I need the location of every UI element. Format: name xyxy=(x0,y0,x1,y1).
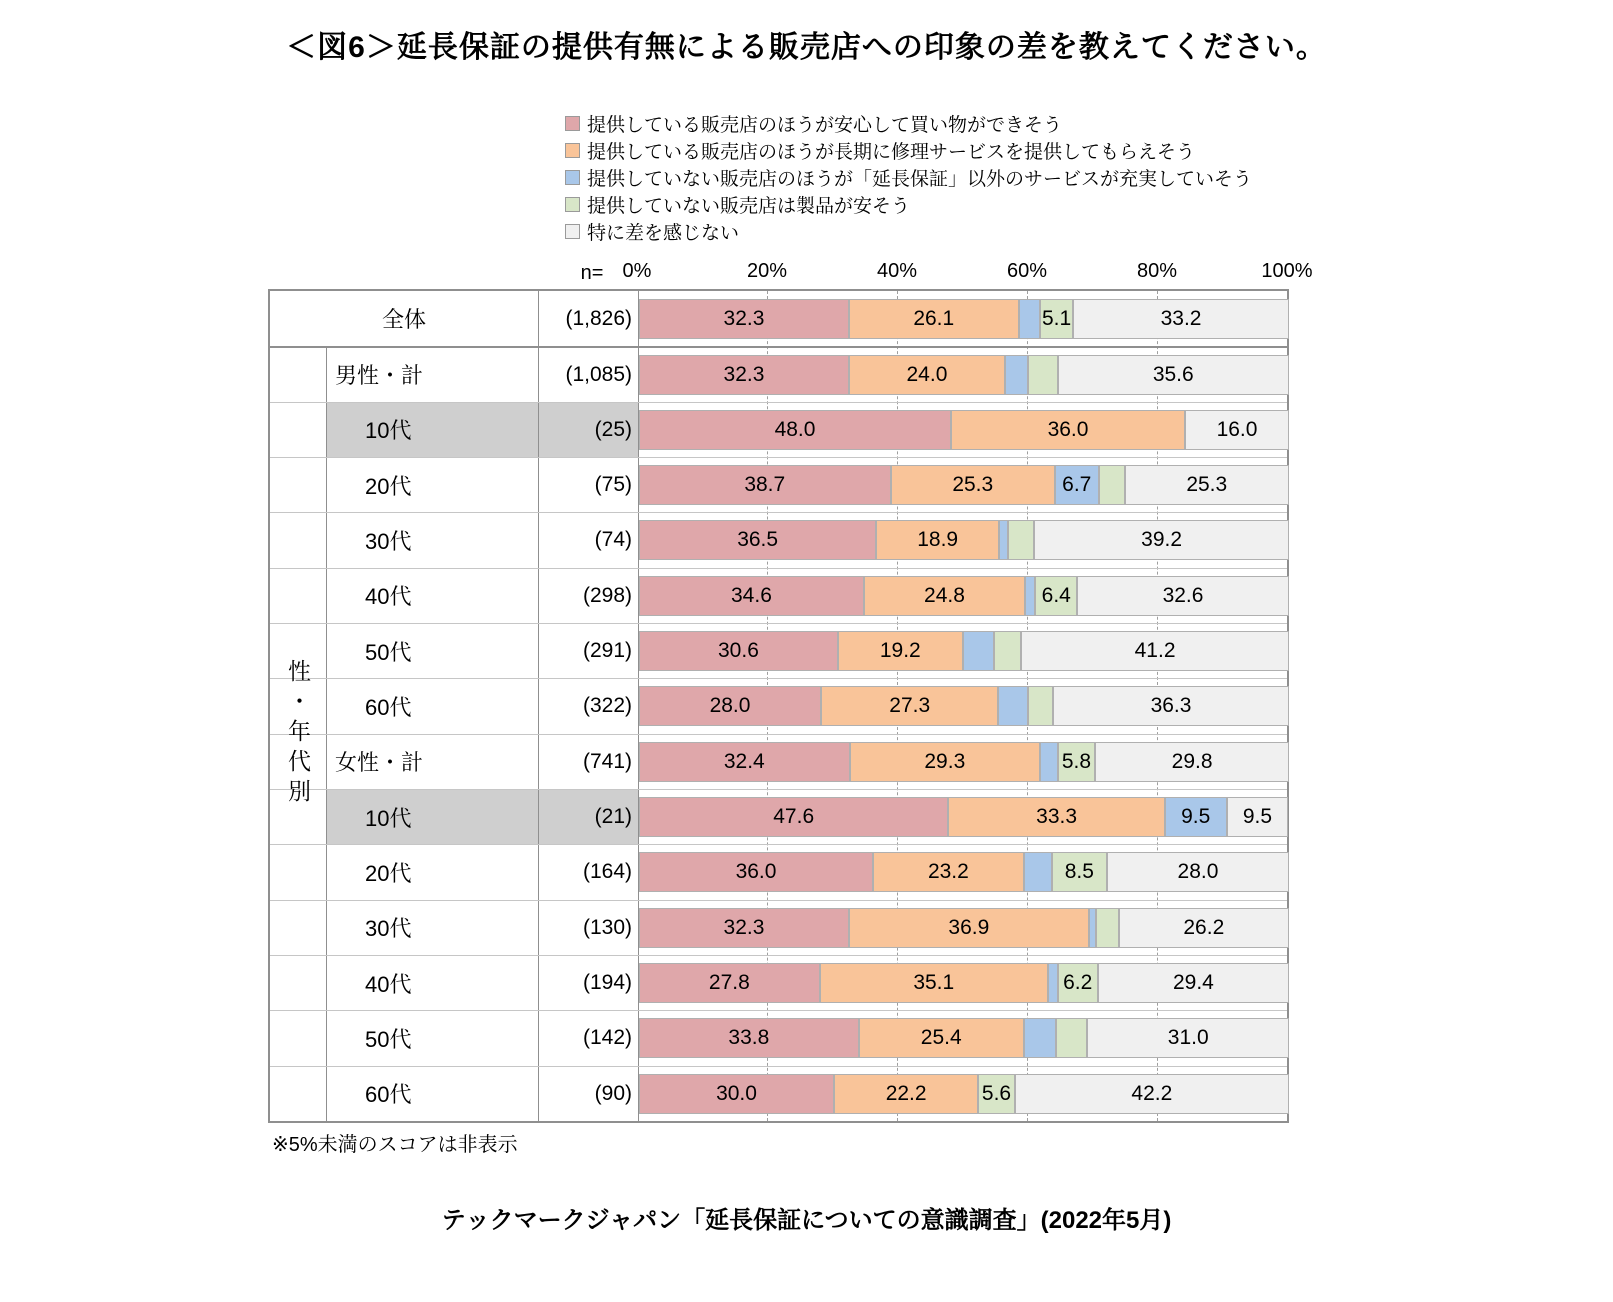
stacked-bar xyxy=(639,520,1289,560)
stacked-bar xyxy=(639,852,1289,892)
segment-other-service xyxy=(999,520,1008,560)
legend-label: 提供していない販売店のほうが「延長保証」以外のサービスが充実していそう xyxy=(587,169,1253,190)
group-axis-label: 性・年代別 xyxy=(285,658,311,809)
stacked-bar xyxy=(639,742,1289,782)
table-row xyxy=(270,623,1287,678)
segment-anshin: 28.0 xyxy=(639,686,821,726)
legend-item xyxy=(565,218,1252,245)
table-row xyxy=(270,346,1287,401)
segment-anshin: 30.0 xyxy=(639,1074,834,1114)
legend-label: 提供している販売店のほうが長期に修理サービスを提供してもらえそう xyxy=(587,142,1196,163)
segment-no-difference: 28.0 xyxy=(1107,852,1289,892)
row-n-value: (164) xyxy=(539,845,639,899)
bar-cell xyxy=(639,458,1289,512)
bar-cell xyxy=(639,1067,1289,1121)
axis-tick-label: 40% xyxy=(876,260,918,282)
segment-other-service: 9.5 xyxy=(1165,797,1227,837)
segment-shuuri: 25.4 xyxy=(859,1018,1024,1058)
stacked-bar xyxy=(639,355,1289,395)
segment-other-service: 6.7 xyxy=(1055,465,1099,505)
segment-no-difference: 35.6 xyxy=(1058,355,1289,395)
segment-yasui: 6.2 xyxy=(1058,963,1098,1003)
segment-other-service xyxy=(1019,299,1040,339)
row-label: 10代 xyxy=(327,403,539,457)
segment-anshin: 47.6 xyxy=(639,797,948,837)
row-label: 40代 xyxy=(327,569,539,623)
row-n-value: (1,826) xyxy=(539,291,639,346)
segment-no-difference: 31.0 xyxy=(1087,1018,1289,1058)
segment-anshin: 32.3 xyxy=(639,908,849,948)
row-n-value: (194) xyxy=(539,956,639,1010)
table-row xyxy=(270,402,1287,457)
stacked-bar xyxy=(639,410,1289,450)
chart-title: ＜図6＞延長保証の提供有無による販売店への印象の差を教えてください。 xyxy=(286,31,1327,64)
segment-yasui: 5.1 xyxy=(1040,299,1073,339)
row-n-value: (741) xyxy=(539,735,639,789)
axis-tick-label: 20% xyxy=(746,260,788,282)
segment-other-service xyxy=(1089,908,1096,948)
segment-shuuri: 36.0 xyxy=(951,410,1185,450)
bar-cell xyxy=(639,790,1289,844)
bar-cell xyxy=(639,348,1289,401)
segment-anshin: 36.0 xyxy=(639,852,873,892)
stacked-bar xyxy=(639,686,1289,726)
axis-tick-label: 100% xyxy=(1261,260,1313,282)
row-n-value: (298) xyxy=(539,569,639,623)
segment-other-service xyxy=(1040,742,1058,782)
bar-cell xyxy=(639,845,1289,899)
row-n-value: (21) xyxy=(539,790,639,844)
footnote: ※5%未満のスコアは非表示 xyxy=(272,1134,518,1156)
legend-item xyxy=(565,137,1252,164)
segment-no-difference: 32.6 xyxy=(1077,576,1289,616)
segment-yasui: 6.4 xyxy=(1035,576,1077,616)
legend-swatch-icon xyxy=(565,224,580,239)
stacked-bar xyxy=(639,631,1289,671)
row-label: 50代 xyxy=(327,624,539,678)
segment-no-difference: 26.2 xyxy=(1119,908,1289,948)
segment-shuuri: 24.8 xyxy=(864,576,1025,616)
legend-swatch-icon xyxy=(565,143,580,158)
segment-yasui xyxy=(1056,1018,1088,1058)
segment-other-service xyxy=(963,631,994,671)
segment-yasui xyxy=(1028,355,1058,395)
legend-item xyxy=(565,191,1252,218)
legend-label: 提供していない販売店は製品が安そう xyxy=(587,196,911,217)
segment-no-difference: 25.3 xyxy=(1125,465,1289,505)
row-n-value: (142) xyxy=(539,1011,639,1065)
segment-anshin: 32.3 xyxy=(639,355,849,395)
segment-yasui: 8.5 xyxy=(1052,852,1107,892)
segment-shuuri: 26.1 xyxy=(849,299,1019,339)
segment-yasui: 5.8 xyxy=(1058,742,1096,782)
legend-label: 提供している販売店のほうが安心して買い物ができそう xyxy=(587,115,1063,136)
segment-anshin: 48.0 xyxy=(639,410,951,450)
stacked-bar xyxy=(639,576,1289,616)
table-row xyxy=(270,1010,1287,1065)
bar-cell xyxy=(639,901,1289,955)
chart-table xyxy=(268,289,1289,1123)
legend-item xyxy=(565,110,1252,137)
bar-cell xyxy=(639,624,1289,678)
segment-no-difference: 16.0 xyxy=(1185,410,1289,450)
segment-anshin: 36.5 xyxy=(639,520,876,560)
row-n-value: (90) xyxy=(539,1067,639,1121)
source-note: テックマークジャパン「延長保証についての意識調査」(2022年5月) xyxy=(441,1207,1172,1234)
segment-other-service xyxy=(1024,1018,1056,1058)
row-label: 40代 xyxy=(327,956,539,1010)
table-row xyxy=(270,900,1287,955)
segment-anshin: 32.3 xyxy=(639,299,849,339)
segment-yasui xyxy=(1028,686,1053,726)
segment-anshin: 38.7 xyxy=(639,465,891,505)
segment-other-service xyxy=(1005,355,1028,395)
segment-yasui xyxy=(994,631,1021,671)
row-label: 全体 xyxy=(270,291,539,346)
segment-anshin: 32.4 xyxy=(639,742,850,782)
stacked-bar xyxy=(639,299,1289,339)
segment-shuuri: 22.2 xyxy=(834,1074,978,1114)
bar-cell xyxy=(639,403,1289,457)
segment-no-difference: 41.2 xyxy=(1021,631,1289,671)
segment-no-difference: 36.3 xyxy=(1053,686,1289,726)
row-label: 男性・計 xyxy=(327,348,539,401)
segment-shuuri: 36.9 xyxy=(849,908,1089,948)
segment-other-service xyxy=(1048,963,1058,1003)
row-n-value: (291) xyxy=(539,624,639,678)
segment-shuuri: 35.1 xyxy=(820,963,1048,1003)
axis-tick-label: 0% xyxy=(622,260,652,282)
stacked-bar xyxy=(639,797,1289,837)
segment-shuuri: 29.3 xyxy=(850,742,1040,782)
stacked-bar xyxy=(639,1018,1289,1058)
bar-cell xyxy=(639,679,1289,733)
axis-tick-label: 60% xyxy=(1006,260,1048,282)
bar-cell xyxy=(639,1011,1289,1065)
table-row xyxy=(270,1066,1287,1121)
stacked-bar xyxy=(639,908,1289,948)
segment-yasui xyxy=(1096,908,1119,948)
legend-swatch-icon xyxy=(565,116,580,131)
axis-header xyxy=(268,250,1313,289)
legend-label: 特に差を感じない xyxy=(587,223,740,244)
segment-shuuri: 27.3 xyxy=(821,686,998,726)
legend-item xyxy=(565,164,1252,191)
bar-cell xyxy=(639,956,1289,1010)
segment-shuuri: 24.0 xyxy=(849,355,1005,395)
table-row xyxy=(270,734,1287,789)
segment-shuuri: 33.3 xyxy=(948,797,1164,837)
segment-no-difference: 29.4 xyxy=(1098,963,1289,1003)
segment-anshin: 27.8 xyxy=(639,963,820,1003)
row-n-value: (322) xyxy=(539,679,639,733)
segment-other-service xyxy=(998,686,1027,726)
table-row xyxy=(270,789,1287,844)
row-label: 女性・計 xyxy=(327,735,539,789)
axis-tick-label: 80% xyxy=(1136,260,1178,282)
bar-cell xyxy=(639,291,1289,346)
table-row xyxy=(270,678,1287,733)
segment-no-difference: 9.5 xyxy=(1227,797,1289,837)
segment-yasui xyxy=(1008,520,1034,560)
stacked-bar xyxy=(639,963,1289,1003)
row-label: 60代 xyxy=(327,679,539,733)
segment-no-difference: 39.2 xyxy=(1034,520,1289,560)
segment-shuuri: 23.2 xyxy=(873,852,1024,892)
n-equals-label: n= xyxy=(580,262,604,284)
bar-cell xyxy=(639,569,1289,623)
bar-cell xyxy=(639,513,1289,567)
row-n-value: (130) xyxy=(539,901,639,955)
segment-other-service xyxy=(1024,852,1052,892)
row-label: 60代 xyxy=(327,1067,539,1121)
segment-shuuri: 19.2 xyxy=(838,631,963,671)
table-row xyxy=(270,512,1287,567)
segment-shuuri: 18.9 xyxy=(876,520,999,560)
segment-no-difference: 42.2 xyxy=(1015,1074,1289,1114)
segment-anshin: 34.6 xyxy=(639,576,864,616)
segment-anshin: 30.6 xyxy=(639,631,838,671)
row-label: 10代 xyxy=(327,790,539,844)
row-label: 50代 xyxy=(327,1011,539,1065)
segment-shuuri: 25.3 xyxy=(891,465,1055,505)
row-label: 20代 xyxy=(327,845,539,899)
segment-other-service xyxy=(1025,576,1035,616)
table-row xyxy=(270,955,1287,1010)
row-label: 30代 xyxy=(327,513,539,567)
legend xyxy=(565,110,1252,245)
bar-cell xyxy=(639,735,1289,789)
legend-swatch-icon xyxy=(565,170,580,185)
row-n-value: (75) xyxy=(539,458,639,512)
table-row xyxy=(270,568,1287,623)
segment-anshin: 33.8 xyxy=(639,1018,859,1058)
segment-no-difference: 29.8 xyxy=(1095,742,1289,782)
row-n-value: (74) xyxy=(539,513,639,567)
table-row xyxy=(270,291,1287,346)
table-row xyxy=(270,457,1287,512)
stacked-bar xyxy=(639,1074,1289,1114)
row-label: 30代 xyxy=(327,901,539,955)
table-row xyxy=(270,844,1287,899)
stacked-bar xyxy=(639,465,1289,505)
segment-yasui xyxy=(1099,465,1125,505)
segment-no-difference: 33.2 xyxy=(1073,299,1289,339)
legend-swatch-icon xyxy=(565,197,580,212)
row-n-value: (1,085) xyxy=(539,348,639,401)
row-label: 20代 xyxy=(327,458,539,512)
row-n-value: (25) xyxy=(539,403,639,457)
segment-yasui: 5.6 xyxy=(978,1074,1014,1114)
